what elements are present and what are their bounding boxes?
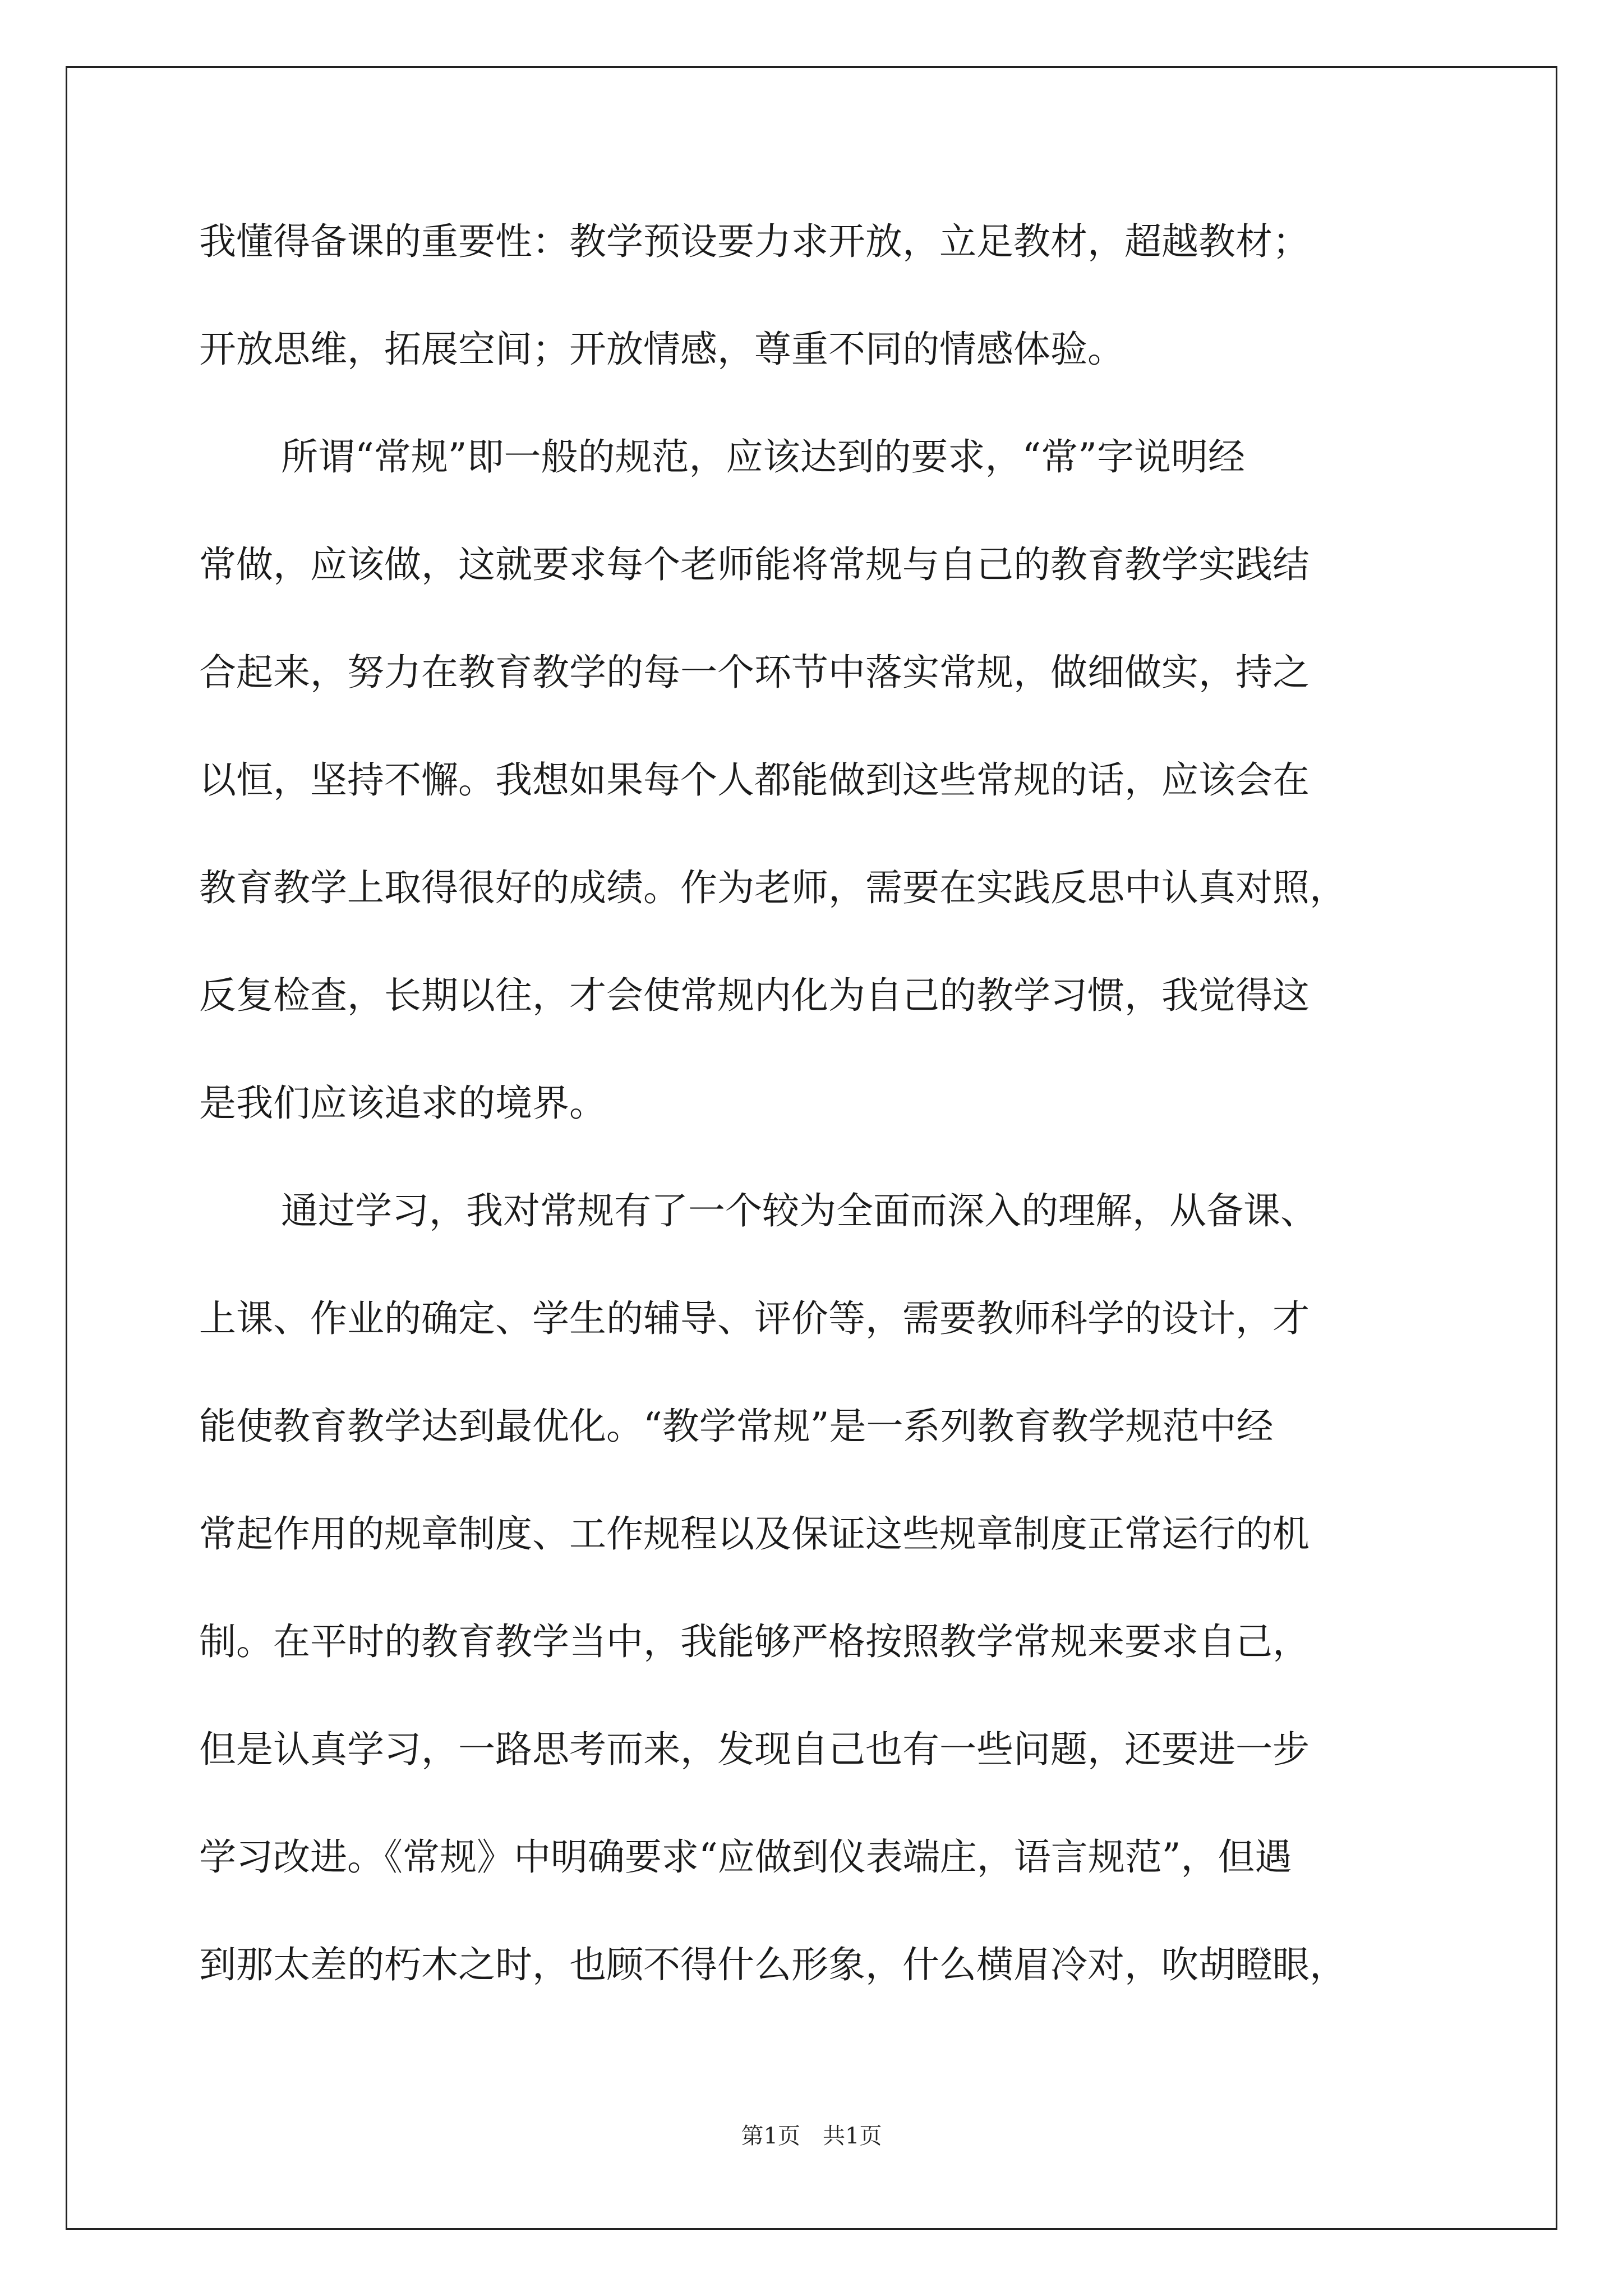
text-line: 是我们应该追求的境界。 — [199, 1082, 606, 1125]
text-line: 以恒，坚持不懈。我想如果每个人都能做到这些常规的话，应该会在 — [199, 758, 1310, 802]
text-line: 教育教学上取得很好的成绩。作为老师，需要在实践反思中认真对照， — [199, 866, 1347, 909]
page-number: 第1页 共1页 — [741, 2123, 882, 2149]
text-line: 学习改进。《常规》中明确要求“应做到仪表端庄，语言规范”，但遇 — [199, 1835, 1292, 1879]
text-line: 到那太差的朽木之时，也顾不得什么形象，什么横眉冷对，吹胡瞪眼， — [199, 1943, 1347, 1986]
text-line: 制。在平时的教育教学当中，我能够严格按照教学常规来要求自己， — [199, 1620, 1310, 1663]
text-line: 合起来，努力在教育教学的每一个环节中落实常规，做细做实，持之 — [199, 651, 1310, 694]
text-line: 但是认真学习，一路思考而来，发现自己也有一些问题，还要进一步 — [199, 1728, 1310, 1771]
text-line: 上课、作业的确定、学生的辅导、评价等，需要教师科学的设计，才 — [199, 1297, 1310, 1340]
text-line: 能使教育教学达到最优化。“教学常规”是一系列教育教学规范中经 — [199, 1405, 1274, 1448]
text-line: 我懂得备课的重要性：教学预设要力求开放，立足教材，超越教材； — [199, 220, 1310, 263]
document-body — [199, 188, 1433, 2019]
text-line: 所谓“常规”即一般的规范，应该达到的要求，“常”字说明经 — [281, 435, 1245, 478]
text-line: 反复检查，长期以往，才会使常规内化为自己的教学习惯，我觉得这 — [199, 974, 1310, 1017]
text-line: 常起作用的规章制度、工作规程以及保证这些规章制度正常运行的机 — [199, 1512, 1310, 1556]
text-line: 常做，应该做，这就要求每个老师能将常规与自己的教育教学实践结 — [199, 543, 1310, 586]
text-line: 开放思维，拓展空间；开放情感，尊重不同的情感体验。 — [199, 328, 1124, 371]
text-line: 通过学习，我对常规有了一个较为全面而深入的理解，从备课、 — [281, 1189, 1317, 1232]
